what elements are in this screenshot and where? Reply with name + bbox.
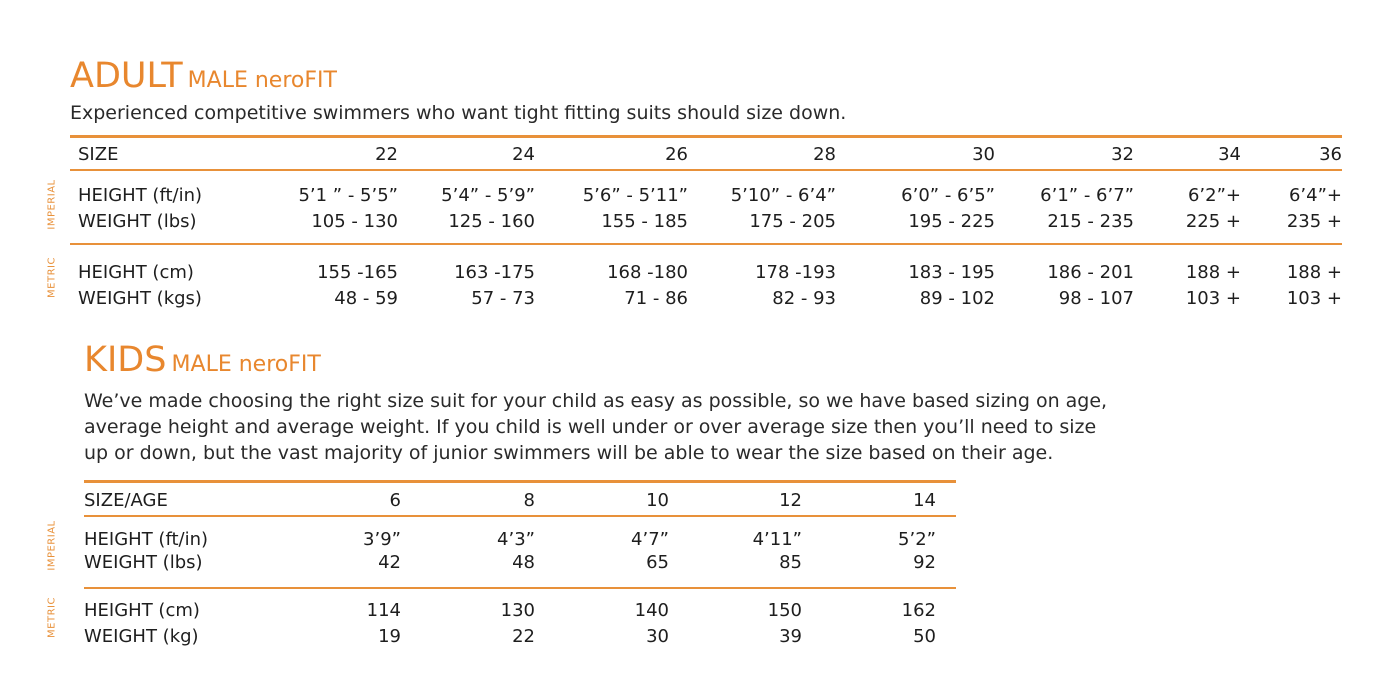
adult-height-imp-cell: 6’2”+ [1187,185,1241,206]
adult-weight-imp-cell: 235 + [1286,211,1342,232]
kids-weight-imp-cell: 42 [378,552,401,573]
adult-size-cell: 28 [813,144,836,165]
adult-size-rule [70,169,1342,171]
adult-weight-met-cell: 103 + [1286,288,1342,309]
adult-size-cell: 34 [1218,144,1241,165]
adult-size-cell: 30 [972,144,995,165]
adult-size-cell: 26 [665,144,688,165]
adult-weight-met-cell: 89 - 102 [919,288,995,309]
kids-weight-met-cell: 39 [779,626,802,647]
kids-weight-imp-cell: 92 [913,552,936,573]
adult-weight-imp-cell: 125 - 160 [448,211,535,232]
kids-weight-imp-label: WEIGHT (lbs) [84,552,203,573]
adult-weight-imp-cell: 105 - 130 [311,211,398,232]
adult-height-imp-cell: 6’1” - 6’7” [1040,185,1134,206]
adult-weight-met-cell: 98 - 107 [1058,288,1134,309]
adult-height-met-cell: 168 -180 [607,262,688,283]
kids-size-cell: 12 [779,490,802,511]
adult-weight-imp-cell: 175 - 205 [749,211,836,232]
kids-weight-met-cell: 30 [646,626,669,647]
adult-weight-met-cell: 48 - 59 [334,288,398,309]
adult-height-imp-label: HEIGHT (ft/in) [78,185,203,206]
adult-weight-imp-label: WEIGHT (lbs) [78,211,197,232]
adult-imperial-label: IMPERIAL [46,179,58,230]
adult-weight-met-cell: 82 - 93 [772,288,836,309]
adult-mid-rule [70,243,1342,245]
kids-height-imp-cell: 5’2” [898,529,936,550]
adult-size-cell: 24 [512,144,535,165]
kids-mid-rule [84,587,956,589]
kids-imperial-label: IMPERIAL [46,520,58,571]
kids-description-line: average height and average weight. If you child is well under or over average size then you’ll need to size [84,416,1097,438]
kids-height-imp-cell: 3’9” [363,529,401,550]
adult-height-imp-cell: 5’1 ” - 5’5” [298,185,398,206]
kids-height-met-cell: 130 [500,600,535,621]
adult-height-imp-cell: 5’6” - 5’11” [582,185,688,206]
kids-height-met-cell: 150 [767,600,802,621]
kids-height-imp-cell: 4’3” [497,529,535,550]
adult-weight-imp-cell: 195 - 225 [908,211,995,232]
adult-height-met-cell: 188 + [1185,262,1241,283]
kids-weight-met-cell: 19 [378,626,401,647]
kids-height-met-cell: 140 [634,600,669,621]
kids-height-imp-cell: 4’11” [752,529,802,550]
kids-heading [84,340,321,380]
kids-weight-imp-cell: 85 [779,552,802,573]
adult-heading [70,56,337,96]
adult-height-met-cell: 163 -175 [454,262,535,283]
adult-description: Experienced competitive swimmers who want tight fitting suits should size down. [70,102,847,124]
kids-size-cell: 6 [389,490,401,511]
adult-title: ADULT [70,56,183,96]
kids-height-met-cell: 114 [366,600,401,621]
kids-description-line: We’ve made choosing the right size suit for your child as easy as possible, so we have based sizing on age, [84,390,1108,412]
adult-height-imp-cell: 6’4”+ [1288,185,1342,206]
kids-weight-imp-cell: 48 [512,552,535,573]
kids-description-line: up or down, but the vast majority of junior swimmers will be able to wear the size based on their age. [84,442,1054,464]
kids-size-cell: 14 [913,490,936,511]
adult-weight-imp-cell: 215 - 235 [1047,211,1134,232]
kids-size-rule [84,515,956,517]
kids-size-cell: 10 [646,490,669,511]
adult-size-cell: 36 [1319,144,1342,165]
kids-weight-met-cell: 50 [913,626,936,647]
adult-top-rule [70,135,1342,138]
kids-height-imp-cell: 4’7” [631,529,669,550]
kids-weight-met-label: WEIGHT (kg) [84,626,199,647]
kids-height-imp-label: HEIGHT (ft/in) [84,529,209,550]
adult-height-met-cell: 183 - 195 [908,262,995,283]
adult-height-met-label: HEIGHT (cm) [78,262,194,283]
adult-weight-met-cell: 71 - 86 [624,288,688,309]
adult-height-met-cell: 178 -193 [755,262,836,283]
adult-weight-met-label: WEIGHT (kgs) [78,288,202,309]
kids-weight-imp-cell: 65 [646,552,669,573]
adult-height-imp-cell: 5’4” - 5’9” [441,185,535,206]
adult-height-imp-cell: 5’10” - 6’4” [730,185,836,206]
adult-height-met-cell: 186 - 201 [1047,262,1134,283]
adult-size-label: SIZE [78,144,119,165]
kids-size-label: SIZE/AGE [84,490,168,511]
kids-title: KIDS [84,340,167,380]
adult-height-imp-cell: 6’0” - 6’5” [901,185,995,206]
adult-subtitle: MALE neroFIT [187,68,337,93]
kids-subtitle: MALE neroFIT [171,352,321,377]
adult-weight-imp-cell: 225 + [1185,211,1241,232]
adult-weight-imp-cell: 155 - 185 [601,211,688,232]
adult-size-cell: 22 [375,144,398,165]
kids-weight-met-cell: 22 [512,626,535,647]
adult-height-met-cell: 155 -165 [317,262,398,283]
kids-height-met-cell: 162 [901,600,936,621]
adult-size-cell: 32 [1111,144,1134,165]
kids-top-rule [84,480,956,483]
adult-height-met-cell: 188 + [1286,262,1342,283]
kids-description [84,388,1107,466]
adult-weight-met-cell: 57 - 73 [471,288,535,309]
kids-size-cell: 8 [523,490,535,511]
kids-height-met-label: HEIGHT (cm) [84,600,200,621]
kids-metric-label: METRIC [46,597,58,638]
adult-metric-label: METRIC [46,257,58,298]
adult-weight-met-cell: 103 + [1185,288,1241,309]
